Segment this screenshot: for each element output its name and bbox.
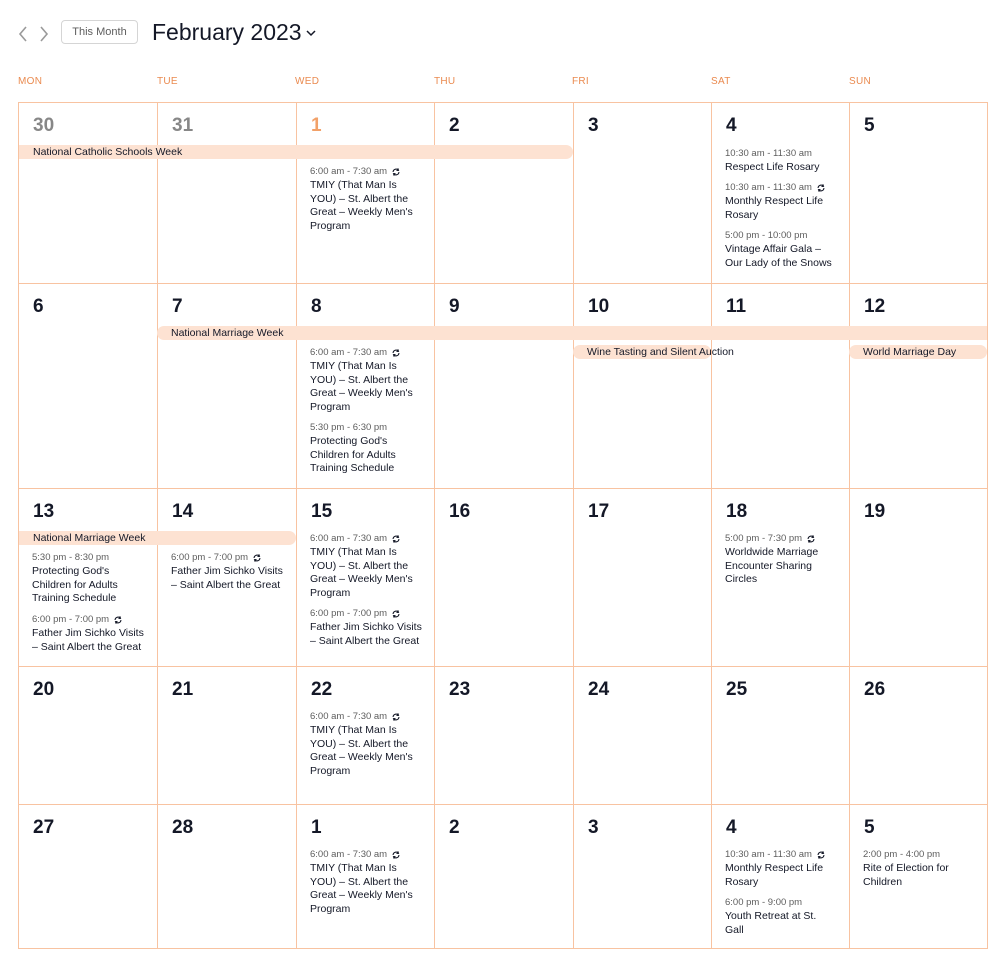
day-number[interactable]: 5 (864, 817, 875, 838)
calendar-header (0, 0, 1000, 70)
recurring-icon (391, 609, 401, 619)
day-number[interactable]: 13 (33, 501, 55, 522)
day-cell[interactable] (849, 489, 987, 666)
recurring-icon (391, 348, 401, 358)
event-time: 10:30 am - 11:30 am (725, 148, 812, 159)
event-time: 5:30 pm - 6:30 pm (310, 422, 388, 433)
event-time: 5:00 pm - 10:00 pm (725, 230, 808, 241)
week-row (19, 666, 987, 804)
day-cell[interactable] (296, 489, 435, 666)
day-number[interactable]: 1 (311, 817, 322, 838)
day-number[interactable]: 20 (33, 679, 55, 700)
day-cell[interactable] (573, 667, 712, 804)
day-number[interactable]: 14 (172, 501, 194, 522)
recurring-icon (816, 183, 826, 193)
day-number[interactable]: 16 (449, 501, 471, 522)
event-title[interactable]: Monthly Respect Life Rosary (725, 195, 824, 221)
day-number[interactable]: 4 (726, 115, 737, 136)
event-title[interactable]: Vintage Affair Gala – Our Lady of the Snows (725, 243, 832, 269)
week-row (19, 488, 987, 666)
day-cell[interactable] (434, 103, 573, 283)
event-time: 6:00 pm - 9:00 pm (725, 897, 803, 908)
event-title[interactable]: Monthly Respect Life Rosary (725, 862, 824, 888)
event-title[interactable]: Youth Retreat at St. Gall (725, 910, 817, 936)
day-cell[interactable] (711, 489, 850, 666)
weekday-label: THU (434, 76, 456, 87)
event-title[interactable]: Protecting God's Children for Adults Training Schedule (310, 435, 396, 475)
day-number[interactable]: 5 (864, 115, 875, 136)
event-time: 6:00 am - 7:30 am (310, 166, 388, 177)
day-number[interactable]: 9 (449, 296, 460, 317)
day-cell[interactable] (711, 103, 850, 283)
week-row (19, 283, 987, 488)
day-number[interactable]: 8 (311, 296, 322, 317)
day-cell[interactable] (434, 667, 573, 804)
calendar-event[interactable] (725, 229, 837, 270)
recurring-icon (391, 850, 401, 860)
day-cell[interactable] (19, 489, 158, 666)
day-number[interactable]: 19 (864, 501, 886, 522)
multiday-event-banner[interactable]: National Catholic Schools Week (19, 145, 573, 159)
event-time: 6:00 am - 7:30 am (310, 533, 388, 544)
day-cell[interactable] (296, 284, 435, 488)
event-time: 6:00 am - 7:30 am (310, 711, 388, 722)
day-cell[interactable] (434, 489, 573, 666)
event-title[interactable]: TMIY (That Man Is YOU) – St. Albert the Great – Weekly Men's Program (310, 360, 413, 413)
day-number[interactable]: 4 (726, 817, 737, 838)
recurring-icon (391, 167, 401, 177)
event-banner[interactable]: World Marriage Day (849, 345, 987, 359)
calendar-event[interactable] (310, 421, 422, 476)
day-number[interactable]: 3 (588, 115, 599, 136)
day-cell[interactable] (711, 667, 850, 804)
calendar-event[interactable] (310, 165, 422, 233)
day-number[interactable]: 11 (726, 296, 747, 317)
event-title[interactable]: TMIY (That Man Is YOU) – St. Albert the Great – Weekly Men's Program (310, 179, 413, 232)
weekday-label: SUN (849, 76, 872, 87)
day-number[interactable]: 21 (172, 679, 194, 700)
calendar-event[interactable] (310, 607, 422, 648)
multiday-event-banner[interactable]: National Marriage Week (19, 531, 296, 545)
day-cell[interactable] (296, 805, 435, 948)
calendar-event[interactable] (310, 346, 422, 414)
calendar-event[interactable] (725, 848, 837, 889)
day-cell[interactable] (157, 805, 296, 948)
day-number[interactable]: 6 (33, 296, 44, 317)
day-number[interactable]: 28 (172, 817, 194, 838)
event-title[interactable]: TMIY (That Man Is YOU) – St. Albert the Great – Weekly Men's Program (310, 862, 413, 915)
day-cell[interactable] (849, 103, 987, 283)
calendar-event[interactable] (32, 613, 144, 654)
event-title[interactable]: Respect Life Rosary (725, 161, 820, 173)
event-time: 6:00 am - 7:30 am (310, 347, 388, 358)
chevron-left-icon (18, 26, 28, 42)
calendar-event[interactable] (725, 896, 837, 937)
chevron-down-icon[interactable] (305, 28, 317, 38)
next-month-button[interactable] (34, 24, 54, 44)
calendar-event[interactable] (310, 532, 422, 600)
day-cell[interactable] (711, 805, 850, 948)
calendar-event[interactable] (310, 848, 422, 916)
recurring-icon (806, 534, 816, 544)
calendar-event[interactable] (725, 147, 837, 175)
weekday-label: FRI (572, 76, 590, 87)
day-cell[interactable] (573, 805, 712, 948)
event-title[interactable]: Father Jim Sichko Visits – Saint Albert the Great (32, 627, 144, 653)
day-number[interactable]: 15 (311, 501, 333, 522)
weekday-label: TUE (157, 76, 178, 87)
event-time: 5:30 pm - 8:30 pm (32, 552, 110, 563)
calendar-event[interactable] (725, 181, 837, 222)
day-number[interactable]: 18 (726, 501, 748, 522)
day-cell[interactable] (573, 284, 712, 488)
calendar-event[interactable] (725, 532, 837, 587)
day-number[interactable]: 3 (588, 817, 599, 838)
event-title[interactable]: TMIY (That Man Is YOU) – St. Albert the Great – Weekly Men's Program (310, 546, 413, 599)
recurring-icon (113, 615, 123, 625)
day-number[interactable]: 31 (172, 115, 194, 136)
event-time: 10:30 am - 11:30 am (725, 182, 812, 193)
day-cell[interactable] (296, 667, 435, 804)
calendar-event[interactable] (310, 710, 422, 778)
day-number[interactable]: 24 (588, 679, 610, 700)
event-title[interactable]: Father Jim Sichko Visits – Saint Albert the Great (310, 621, 422, 647)
day-number[interactable]: 30 (33, 115, 55, 136)
day-number[interactable]: 17 (588, 501, 610, 522)
day-number[interactable]: 25 (726, 679, 748, 700)
event-banner[interactable]: Wine Tasting and Silent Auction (573, 345, 711, 359)
event-title[interactable]: Protecting God's Children for Adults Training Schedule (32, 565, 118, 605)
day-number[interactable]: 23 (449, 679, 471, 700)
recurring-icon (816, 850, 826, 860)
this-month-button[interactable]: This Month (61, 20, 138, 44)
calendar-event[interactable] (171, 551, 283, 592)
event-title[interactable]: Worldwide Marriage Encounter Sharing Circles (725, 546, 819, 586)
day-number[interactable]: 12 (864, 296, 886, 317)
day-number[interactable]: 26 (864, 679, 886, 700)
multiday-event-banner[interactable]: National Marriage Week (157, 326, 987, 340)
day-cell[interactable] (849, 805, 987, 948)
event-time: 6:00 pm - 7:00 pm (310, 608, 388, 619)
day-number[interactable]: 27 (33, 817, 55, 838)
day-cell[interactable] (19, 284, 158, 488)
day-number[interactable]: 1 (311, 115, 322, 136)
day-cell[interactable] (157, 284, 296, 488)
recurring-icon (391, 712, 401, 722)
event-time: 2:00 pm - 4:00 pm (863, 849, 941, 860)
week-row (19, 103, 987, 283)
weekday-label: MON (18, 76, 43, 87)
event-time: 6:00 pm - 7:00 pm (171, 552, 249, 563)
day-cell[interactable] (19, 805, 158, 948)
day-number[interactable]: 10 (588, 296, 610, 317)
event-time: 5:00 pm - 7:30 pm (725, 533, 803, 544)
day-number[interactable]: 22 (311, 679, 333, 700)
event-time: 6:00 pm - 7:00 pm (32, 614, 110, 625)
day-cell[interactable] (157, 103, 296, 283)
recurring-icon (252, 553, 262, 563)
day-cell[interactable] (849, 284, 987, 488)
day-number[interactable]: 2 (449, 115, 460, 136)
event-time: 6:00 am - 7:30 am (310, 849, 388, 860)
day-cell[interactable] (434, 805, 573, 948)
chevron-right-icon (39, 26, 49, 42)
event-title[interactable]: TMIY (That Man Is YOU) – St. Albert the Great – Weekly Men's Program (310, 724, 413, 777)
day-cell[interactable] (157, 667, 296, 804)
calendar-event[interactable] (32, 551, 144, 606)
month-title[interactable]: February 2023 (152, 19, 302, 45)
day-number[interactable]: 2 (449, 817, 460, 838)
event-title[interactable]: Rite of Election for Children (863, 862, 949, 888)
weekday-label: SAT (711, 76, 731, 87)
weekday-label: WED (295, 76, 320, 87)
calendar-event[interactable] (863, 848, 975, 889)
day-cell[interactable] (19, 667, 158, 804)
recurring-icon (391, 534, 401, 544)
weekday-header-row (18, 76, 988, 92)
month-grid (18, 102, 988, 949)
day-cell[interactable] (19, 103, 158, 283)
day-cell[interactable] (157, 489, 296, 666)
day-cell[interactable] (573, 103, 712, 283)
day-cell[interactable] (296, 103, 435, 283)
day-cell[interactable] (573, 489, 712, 666)
event-title[interactable]: Father Jim Sichko Visits – Saint Albert the Great (171, 565, 283, 591)
day-cell[interactable] (434, 284, 573, 488)
day-number[interactable]: 7 (172, 296, 183, 317)
event-time: 10:30 am - 11:30 am (725, 849, 812, 860)
day-cell[interactable] (849, 667, 987, 804)
week-row (19, 804, 987, 948)
day-cell[interactable] (711, 284, 850, 488)
previous-month-button[interactable] (13, 24, 33, 44)
